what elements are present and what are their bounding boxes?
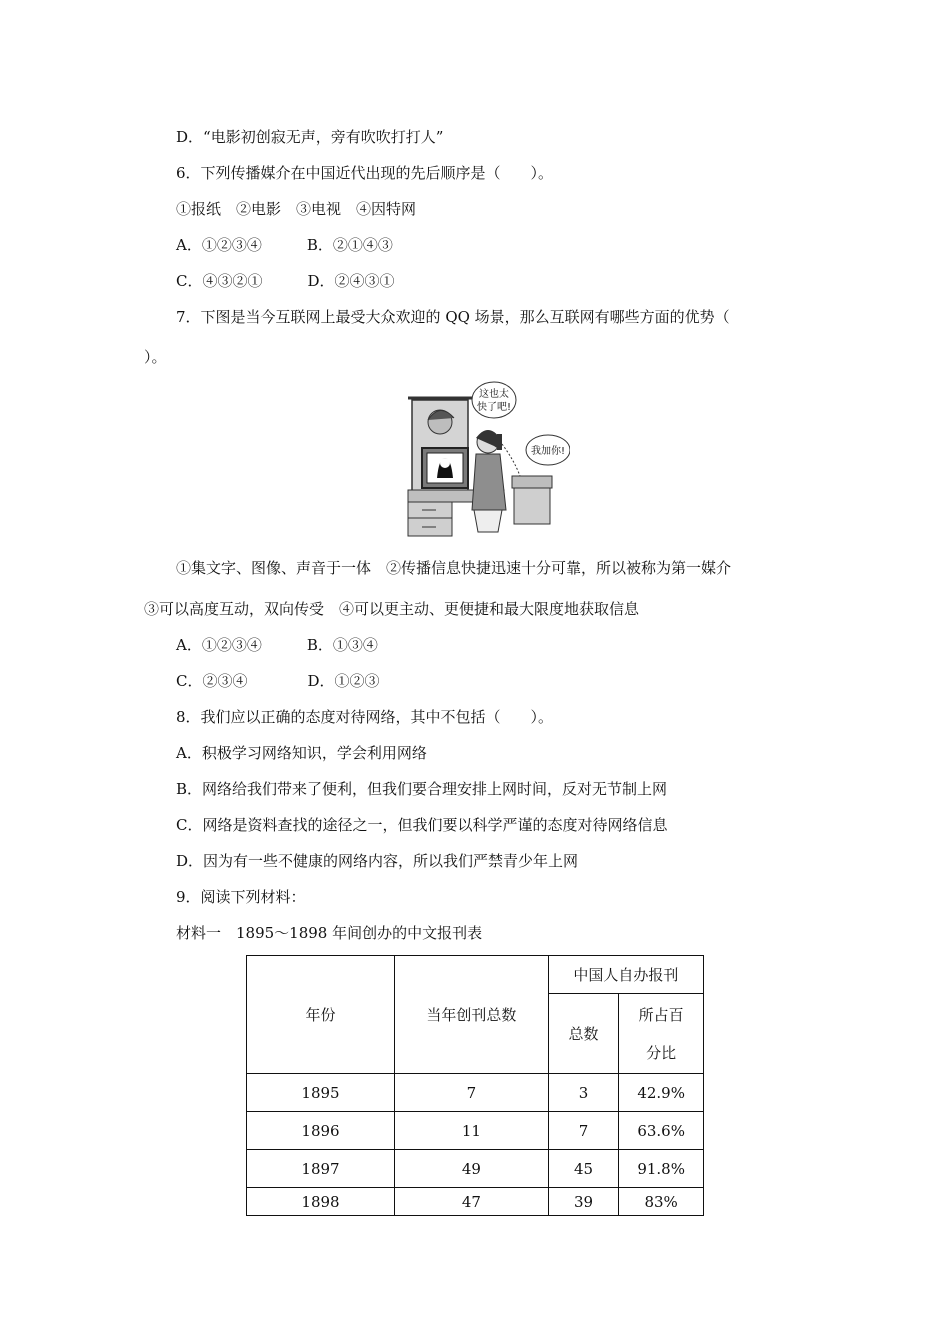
- cell-year: 1897: [247, 1150, 395, 1188]
- question-8: 8．我们应以正确的态度对待网络，其中不包括（ ）。: [176, 708, 554, 726]
- cell-count: 39: [548, 1188, 619, 1216]
- cell-percent: 91.8%: [619, 1150, 704, 1188]
- cell-year: 1895: [247, 1074, 395, 1112]
- options-cd-q6: C．④③②① D．②④③①: [176, 272, 395, 290]
- material-1-caption: 材料一 1895～1898 年间创办的中文报刊表: [176, 924, 483, 942]
- header-total: 当年创刊总数: [395, 956, 549, 1074]
- bubble-text-1: 这也太: [479, 389, 509, 400]
- table-row: [247, 1112, 704, 1150]
- newspaper-table: [246, 955, 704, 1216]
- header-group: 中国人自办报刊: [548, 956, 703, 994]
- options-cd-q7: C．②③④ D．①②③: [176, 672, 380, 690]
- qq-cartoon-illustration: [402, 380, 570, 540]
- question-9: 9．阅读下列材料：: [176, 888, 306, 906]
- options-ab-q7: A．①②③④ B．①③④: [176, 636, 378, 654]
- cell-total: 7: [395, 1074, 549, 1112]
- question-6: 6．下列传播媒介在中国近代出现的先后顺序是（ ）。: [176, 164, 554, 182]
- table-row: [247, 1150, 704, 1188]
- cell-year: 1896: [247, 1112, 395, 1150]
- cell-percent: 42.9%: [619, 1074, 704, 1112]
- header-count: 总数: [548, 994, 619, 1074]
- question-7: 7．下图是当今互联网上最受大众欢迎的 QQ 场景，那么互联网有哪些方面的优势（: [176, 308, 730, 326]
- cell-total: 49: [395, 1150, 549, 1188]
- option-b-q8: B．网络给我们带来了便利，但我们要合理安排上网时间，反对无节制上网: [176, 780, 668, 798]
- question-7-cont: ）。: [144, 348, 167, 366]
- cell-count: 45: [548, 1150, 619, 1188]
- cell-total: 47: [395, 1188, 549, 1216]
- option-d-q8: D．因为有一些不健康的网络内容，所以我们严禁青少年上网: [176, 852, 579, 870]
- cell-percent: 63.6%: [619, 1112, 704, 1150]
- cell-year: 1898: [247, 1188, 395, 1216]
- q7-item-line2: ③可以高度互动，双向传受 ④可以更主动、更便捷和最大限度地获取信息: [144, 600, 640, 618]
- table-row: [247, 1188, 704, 1216]
- option-d-q5: D．“电影初创寂无声，旁有吹吹打打人”: [176, 128, 444, 146]
- cell-count: 7: [548, 1112, 619, 1150]
- question-6-items: ①报纸 ②电影 ③电视 ④因特网: [176, 200, 417, 218]
- cell-total: 11: [395, 1112, 549, 1150]
- table-row: [247, 1074, 704, 1112]
- options-ab-q6: A．①②③④ B．②①④③: [176, 236, 393, 254]
- option-c-q8: C．网络是资料查找的途径之一，但我们要以科学严谨的态度对待网络信息: [176, 816, 668, 834]
- bubble-text-2: 快了吧!: [476, 402, 512, 413]
- cell-percent: 83%: [619, 1188, 704, 1216]
- header-percent-line2: 分比: [646, 1043, 677, 1062]
- header-percent-line1: 所占百: [638, 1005, 684, 1024]
- header-percent: [619, 994, 704, 1074]
- cell-count: 3: [548, 1074, 619, 1112]
- bubble-text-3: 我加你!: [530, 446, 566, 457]
- option-a-q8: A．积极学习网络知识，学会利用网络: [176, 744, 427, 762]
- header-year: 年份: [247, 956, 395, 1074]
- q7-item-line1: ①集文字、图像、声音于一体 ②传播信息快捷迅速十分可靠，所以被称为第一媒介: [176, 559, 732, 577]
